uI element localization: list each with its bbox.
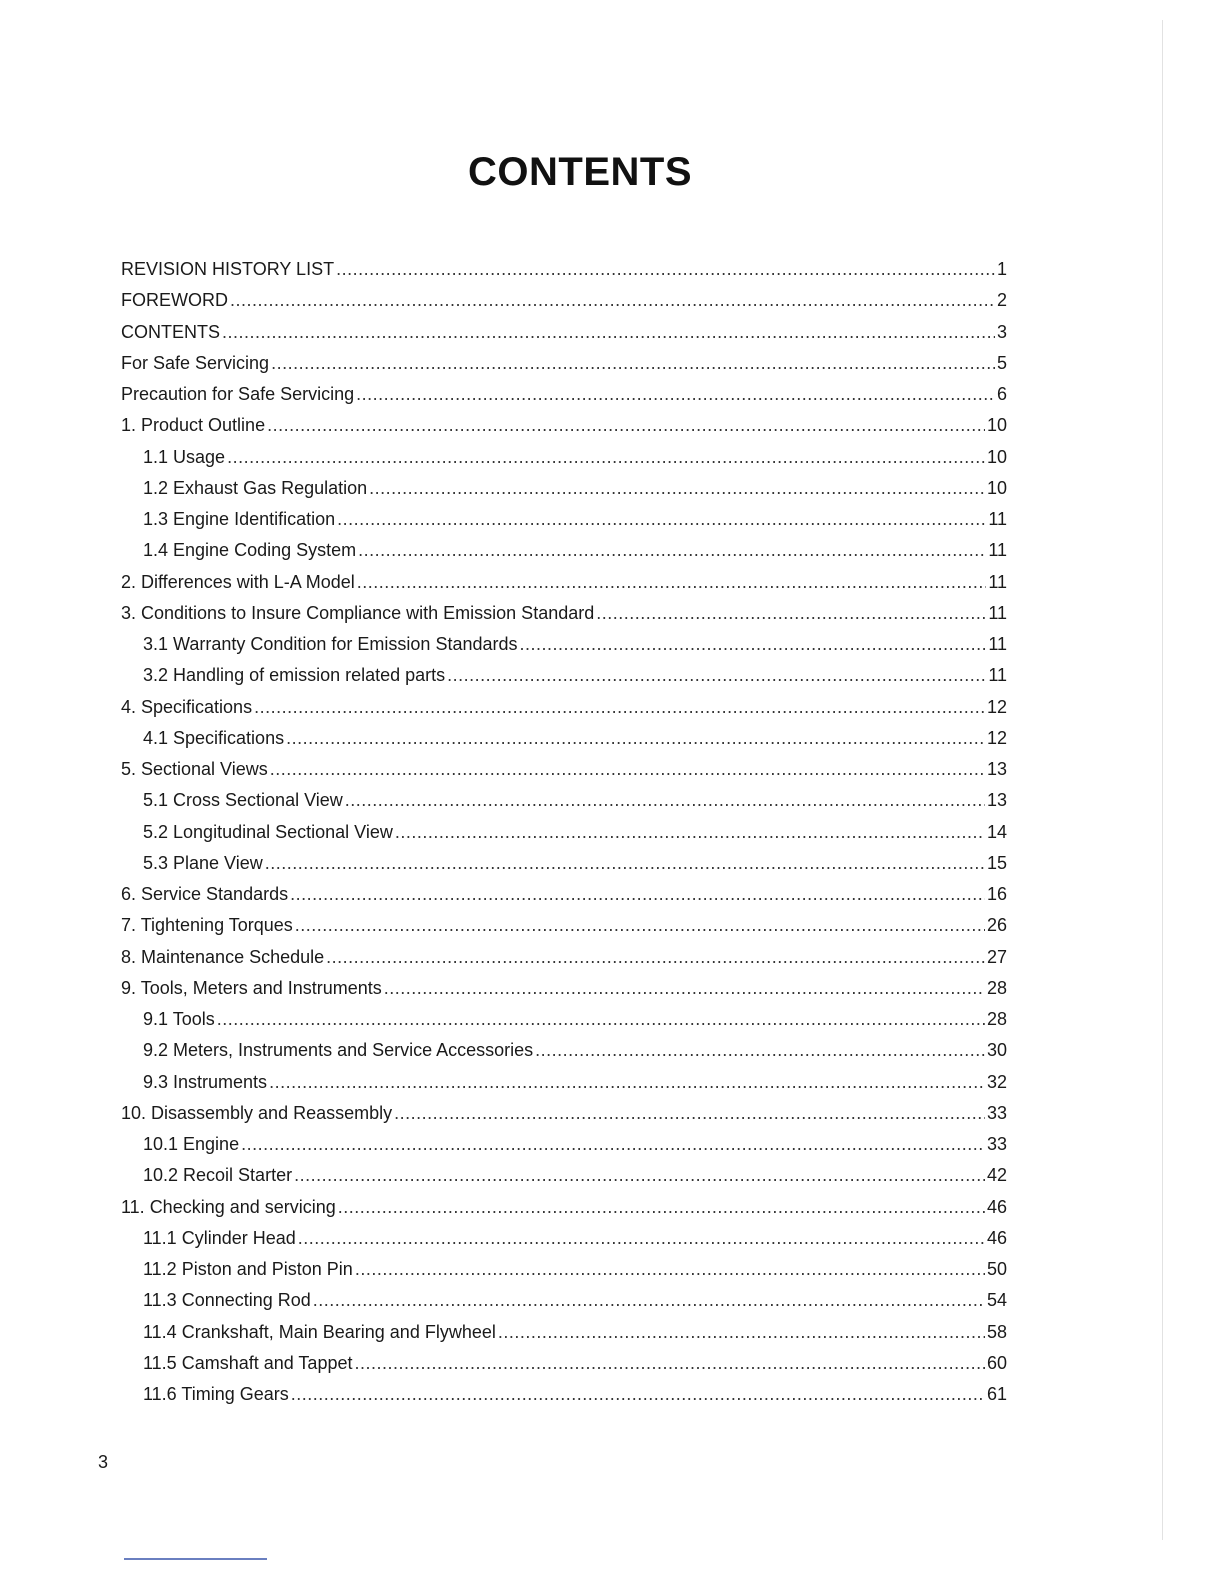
toc-dot-leader	[447, 660, 986, 691]
toc-dot-leader	[535, 1035, 985, 1066]
toc-entry-label: 4. Specifications	[121, 696, 253, 717]
toc-entry[interactable]	[121, 1317, 1007, 1348]
toc-entry[interactable]	[121, 848, 1007, 879]
toc-entry-page: 3	[996, 321, 1007, 342]
toc-dot-leader	[298, 1223, 985, 1254]
toc-entry-label: 5. Sectional Views	[121, 759, 268, 779]
toc-entry[interactable]	[121, 348, 1007, 379]
toc-entry[interactable]	[121, 1004, 1007, 1035]
toc-entry-label: 1.2 Exhaust Gas Regulation	[143, 477, 368, 498]
toc-dot-leader	[355, 1254, 985, 1285]
toc-entry-page: 10	[986, 415, 1007, 436]
toc-dot-leader	[270, 754, 985, 785]
toc-entry[interactable]	[121, 379, 1007, 410]
toc-entry-page: 27	[986, 946, 1007, 967]
toc-dot-leader	[313, 1285, 985, 1316]
toc-entry-label: 11.2 Piston and Piston Pin	[143, 1259, 353, 1279]
toc-entry-label: 9. Tools, Meters and Instruments	[121, 977, 382, 998]
toc-entry-page: 13	[986, 759, 1007, 779]
toc-entry-label: 1.3 Engine Identification	[143, 509, 336, 529]
toc-dot-leader	[357, 567, 987, 598]
toc-dot-leader	[230, 285, 995, 316]
toc-entry-label: 2. Differences with L-A Model	[121, 571, 355, 592]
toc-entry[interactable]	[121, 942, 1007, 973]
toc-entry[interactable]	[121, 285, 1007, 316]
toc-dot-leader	[286, 723, 985, 754]
toc-entry-page: 42	[986, 1165, 1007, 1186]
toc-entry-label: 11. Checking and servicing	[121, 1196, 336, 1217]
toc-entry-label: 9.3 Instruments	[143, 1071, 268, 1092]
toc-entry[interactable]	[121, 1129, 1007, 1160]
toc-entry-label: 11.4 Crankshaft, Main Bearing and Flywheel	[143, 1321, 496, 1342]
toc-entry[interactable]	[121, 817, 1007, 848]
toc-entry[interactable]	[121, 442, 1007, 473]
toc-entry-page: 11	[988, 665, 1007, 686]
toc-entry-page: 32	[986, 1071, 1007, 1092]
toc-dot-leader	[394, 1098, 985, 1129]
toc-dot-leader	[498, 1317, 985, 1348]
toc-dot-leader	[295, 910, 985, 941]
toc-entry[interactable]	[121, 1285, 1007, 1316]
toc-entry-label: 8. Maintenance Schedule	[121, 946, 325, 967]
toc-entry-page: 33	[986, 1102, 1007, 1123]
toc-dot-leader	[222, 317, 995, 348]
toc-entry-label: For Safe Servicing	[121, 352, 270, 373]
toc-dot-leader	[294, 1160, 985, 1191]
toc-entry-page: 5	[996, 352, 1007, 373]
toc-dot-leader	[520, 629, 987, 660]
toc-dot-leader	[267, 410, 985, 441]
toc-entry-page: 58	[986, 1321, 1007, 1342]
toc-dot-leader	[338, 1192, 985, 1223]
toc-entry-page: 54	[986, 1290, 1007, 1311]
toc-entry-page: 30	[986, 1040, 1007, 1061]
toc-entry[interactable]	[121, 535, 1007, 566]
toc-entry[interactable]	[121, 754, 1007, 785]
toc-entry[interactable]	[121, 317, 1007, 348]
toc-entry-page: 6	[996, 384, 1007, 404]
toc-entry-page: 11	[988, 509, 1007, 529]
toc-entry-page: 1	[996, 259, 1007, 279]
toc-entry[interactable]	[121, 504, 1007, 535]
toc-entry[interactable]	[121, 629, 1007, 660]
toc-dot-leader	[326, 942, 985, 973]
toc-entry[interactable]	[121, 473, 1007, 504]
toc-entry-label: 11.6 Timing Gears	[143, 1384, 289, 1404]
toc-dot-leader	[265, 848, 985, 879]
page-title: CONTENTS	[468, 150, 692, 194]
toc-entry-label: 11.5 Camshaft and Tappet	[143, 1352, 353, 1373]
toc-entry-page: 11	[988, 634, 1007, 654]
toc-dot-leader	[336, 254, 995, 285]
footer-rule	[124, 1558, 267, 1560]
toc-entry-page: 2	[996, 290, 1007, 311]
toc-entry-page: 46	[986, 1227, 1007, 1248]
toc-entry-page: 10	[986, 446, 1007, 467]
toc-dot-leader	[217, 1004, 985, 1035]
toc-dot-leader	[596, 598, 986, 629]
toc-entry-label: REVISION HISTORY LIST	[121, 259, 335, 279]
toc-dot-leader	[369, 473, 985, 504]
toc-entry-label: 1. Product Outline	[121, 415, 266, 436]
toc-entry-label: 5.2 Longitudinal Sectional View	[143, 821, 393, 842]
toc-entry-label: 7. Tightening Torques	[121, 915, 293, 936]
toc-entry-label: 6. Service Standards	[121, 884, 289, 904]
toc-entry[interactable]	[121, 879, 1007, 910]
toc-entry-page: 46	[986, 1196, 1007, 1217]
toc-dot-leader	[241, 1129, 985, 1160]
toc-entry-label: 11.1 Cylinder Head	[143, 1227, 296, 1248]
toc-dot-leader	[345, 785, 985, 816]
toc-entry[interactable]	[121, 1348, 1007, 1379]
toc-entry-label: 9.1 Tools	[143, 1009, 215, 1029]
toc-dot-leader	[290, 879, 985, 910]
toc-entry[interactable]	[121, 254, 1007, 285]
toc-entry-page: 10	[986, 477, 1007, 498]
toc-entry[interactable]	[121, 1254, 1007, 1285]
toc-entry-page: 11	[988, 571, 1007, 592]
toc-entry[interactable]	[121, 692, 1007, 723]
toc-entry-label: 3.1 Warranty Condition for Emission Standards	[143, 634, 518, 654]
toc-entry-label: FOREWORD	[121, 290, 228, 311]
toc-entry-page: 11	[988, 602, 1007, 623]
toc-entry[interactable]	[121, 567, 1007, 598]
toc-entry-page: 28	[986, 1009, 1007, 1029]
toc-entry-label: 5.3 Plane View	[143, 852, 263, 873]
toc-entry-label: 5.1 Cross Sectional View	[143, 790, 343, 811]
toc-entry-page: 16	[986, 884, 1007, 904]
toc-entry[interactable]	[121, 660, 1007, 691]
toc-entry-label: CONTENTS	[121, 321, 220, 342]
page-margin-line	[1162, 20, 1163, 1540]
toc-entry[interactable]	[121, 410, 1007, 441]
toc-entry[interactable]	[121, 1160, 1007, 1191]
toc-entry-label: 4.1 Specifications	[143, 727, 285, 748]
toc-entry[interactable]	[121, 973, 1007, 1004]
toc-entry[interactable]	[121, 598, 1007, 629]
toc-dot-leader	[356, 379, 995, 410]
toc-entry-label: 10.1 Engine	[143, 1134, 240, 1154]
toc-entry-page: 26	[986, 915, 1007, 936]
toc-dot-leader	[227, 442, 985, 473]
toc-entry[interactable]	[121, 1098, 1007, 1129]
toc-entry[interactable]	[121, 1379, 1007, 1410]
toc-dot-leader	[395, 817, 985, 848]
table-of-contents	[121, 254, 1007, 1410]
toc-entry-label: 3. Conditions to Insure Compliance with Emission Standard	[121, 602, 595, 623]
toc-entry-label: 1.1 Usage	[143, 446, 226, 467]
page-number: 3	[98, 1452, 109, 1472]
toc-entry-label: 1.4 Engine Coding System	[143, 540, 357, 561]
toc-dot-leader	[254, 692, 985, 723]
toc-entry[interactable]	[121, 910, 1007, 941]
toc-entry-page: 50	[986, 1259, 1007, 1279]
toc-dot-leader	[354, 1348, 984, 1379]
toc-entry-page: 12	[986, 727, 1007, 748]
toc-entry-page: 12	[986, 696, 1007, 717]
toc-entry-label: 11.3 Connecting Rod	[143, 1290, 311, 1311]
toc-entry-page: 13	[986, 790, 1007, 811]
toc-dot-leader	[269, 1067, 985, 1098]
toc-entry-label: 10. Disassembly and Reassembly	[121, 1102, 393, 1123]
toc-entry[interactable]	[121, 1192, 1007, 1223]
toc-entry-label: 3.2 Handling of emission related parts	[143, 665, 446, 686]
toc-entry[interactable]	[121, 1223, 1007, 1254]
toc-dot-leader	[384, 973, 985, 1004]
toc-entry-page: 28	[986, 977, 1007, 998]
toc-entry[interactable]	[121, 785, 1007, 816]
toc-entry-page: 11	[988, 540, 1007, 561]
toc-entry-page: 15	[986, 852, 1007, 873]
toc-dot-leader	[337, 504, 986, 535]
toc-entry[interactable]	[121, 1035, 1007, 1066]
toc-entry[interactable]	[121, 1067, 1007, 1098]
toc-dot-leader	[358, 535, 986, 566]
toc-entry-label: 9.2 Meters, Instruments and Service Accessories	[143, 1040, 534, 1061]
toc-dot-leader	[291, 1379, 985, 1410]
toc-entry-label: Precaution for Safe Servicing	[121, 384, 355, 404]
toc-entry-page: 61	[986, 1384, 1007, 1404]
toc-entry-page: 14	[986, 821, 1007, 842]
toc-entry-page: 33	[986, 1134, 1007, 1154]
toc-dot-leader	[271, 348, 995, 379]
toc-entry[interactable]	[121, 723, 1007, 754]
toc-entry-page: 60	[986, 1352, 1007, 1373]
toc-entry-label: 10.2 Recoil Starter	[143, 1165, 293, 1186]
